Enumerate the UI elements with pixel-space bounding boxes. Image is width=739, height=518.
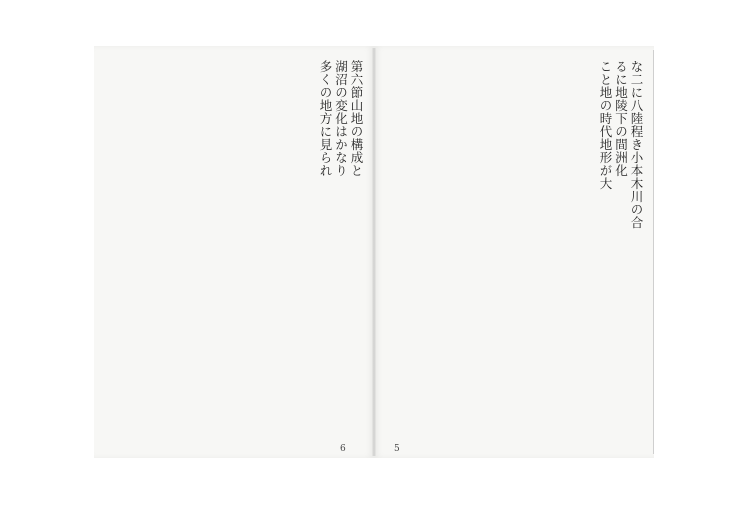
text-column: 多くの地方に見られ [318,60,333,177]
right-page [374,46,654,458]
open-book-spread [94,46,654,458]
text-column: 第六節山地の構成と [349,60,364,177]
text-column: 湖沼の変化はかなり [333,60,349,177]
page-number-left: 6 [340,444,346,454]
left-page [94,46,374,458]
book-gutter [372,48,376,456]
text-column: こと地の時代地形が大 [598,60,613,190]
right-page-text [390,60,644,440]
page-number-right: 5 [394,444,400,454]
left-page-text [108,60,364,440]
page-edge [653,50,660,454]
text-column: るに地陵下の間洲化 [613,60,629,177]
text-column: な二に八陸程き小本木川の合 [629,60,644,229]
